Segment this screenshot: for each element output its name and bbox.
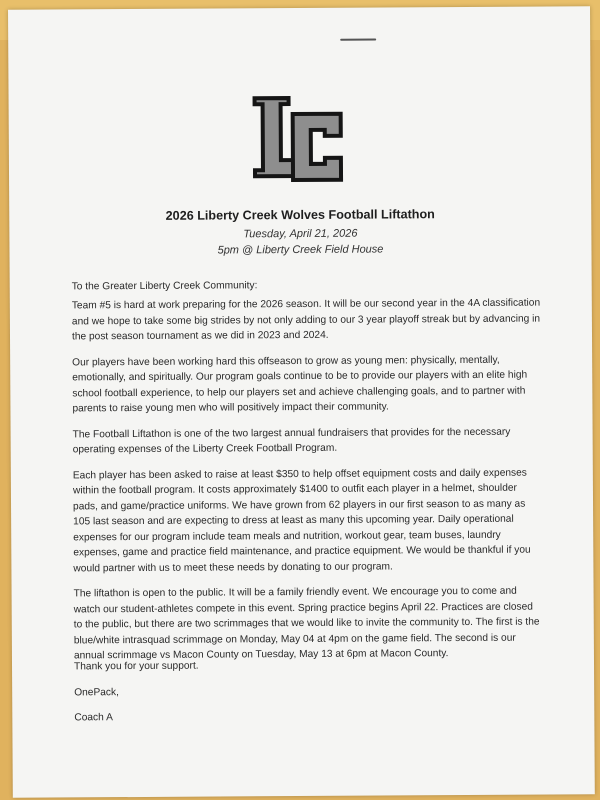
lc-logo: [249, 94, 350, 189]
paragraph: The liftathon is open to the public. It will be a family friendly event. We encourage you to come and watch our student-athletes compete in this event. Spring practice begins April 22. Practices are closed to the public, but there are two scrimmages that we would like to invite the community to. The first is the blue/white intrasquad scrimmage on Monday, May 04 at 4pm on the game field. The second is our annual scrimmage vs Macon County on Tuesday, May 13 at 6pm at Macon County.: [73, 585, 540, 662]
letter-page: [8, 6, 595, 798]
paragraph: Each player has been asked to raise at least $350 to help offset equipment costs and daily expenses within the football program. It costs approximately $1400 to outfit each player in a helmet, shoulder pads, and game/practice uniforms. We have grown from 62 players in our first season to as many as 105 last season and are expecting to dress at least as many this upcoming year. Daily operational expenses for our program include team meals and nutrition, workout gear, team buses, laundry expenses, game and practice field maintenance, and practice equipment. We would be thankful if you would partner with us to meet these needs by donating to our program.: [72, 467, 531, 574]
paragraph: The Football Liftathon is one of the two largest annual fundraisers that provides for the necessary operating expenses of the Liberty Creek Football Program.: [72, 426, 511, 456]
paragraph: Team #5 is hard at work preparing for the 2026 season. It will be our second year in the 4A classification and we hope to take some big strides by not only adding to our 3 year playoff streak but by advancing in the post season tournament as we did in 2023 and 2024.: [71, 297, 541, 343]
pen-mark: [340, 39, 376, 41]
thanks-line: Thank you for your support.: [73, 660, 199, 673]
event-time-place: 5pm @ Liberty Creek Field House: [217, 243, 384, 257]
event-date: Tuesday, April 21, 2026: [243, 227, 358, 241]
paragraph: Our players have been working hard this offseason to grow as young men: physically, mentally, emotionally, and spiritually. Our program goals continue to be to provide our players with an elite high school football experience, to help our players set and achieve challenging goals, and to partner with parents to raise young men who will positively impact their community.: [72, 354, 528, 415]
letter-body: [72, 296, 544, 674]
event-title: 2026 Liberty Creek Wolves Football Liftathon: [165, 207, 435, 223]
signoff: OnePack,: [74, 687, 119, 699]
salutation: To the Greater Liberty Creek Community:: [71, 280, 258, 293]
signature: Coach A: [74, 712, 113, 724]
